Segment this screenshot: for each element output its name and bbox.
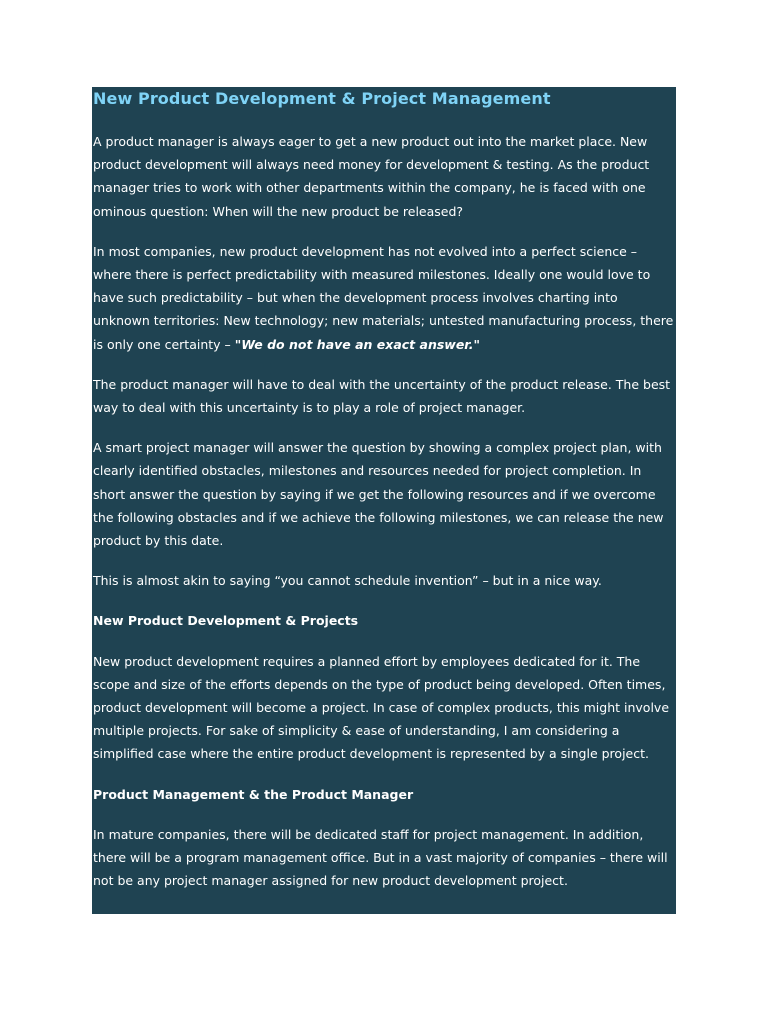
section-heading-product-management: Product Management & the Product Manager <box>93 786 414 802</box>
paragraph-intro: A product manager is always eager to get a new product out into the market place. New product development will always need money for development & testing. As the product manager tries to work with other departments within the company, he is faced with one ominous question: When will the new product be released? <box>93 134 650 219</box>
spacer <box>93 806 675 823</box>
paragraph-schedule-invention: This is almost akin to saying “you cannot schedule invention” – but in a nice way. <box>93 573 602 589</box>
spacer <box>93 419 675 436</box>
quote-exact-answer: "We do not have an exact answer." <box>234 336 480 352</box>
paragraph-npd-effort: New product development requires a planned effort by employees dedicated for it. The scope and size of the efforts depends on the type of product being developed. Often times, product development will become a project. In case of complex products, this might involve multiple projects. For sake of simplicity & ease of understanding, I am considering a simplified case where the entire product development is represented by a single project. <box>93 653 670 762</box>
spacer <box>93 592 675 609</box>
article-title: New Product Development & Project Management <box>93 89 551 108</box>
paragraph-uncertainty <box>93 240 675 356</box>
paragraph-mature-companies: In mature companies, there will be dedicated staff for project management. In addition, there will be a program management office. But in a vast majority of companies – there will not be any project manager assigned for new product development project. <box>93 826 668 889</box>
spacer <box>93 109 675 130</box>
paragraph-uncertainty-text: In most companies, new product development has not evolved into a perfect science – where there is perfect predictability with measured milestones. Ideally one would love to have such predictability – but when the development process involves charting into unknown territories: New technology; new materials; untested manufacturing process, there is only one certainty – <box>93 243 674 352</box>
spacer <box>93 552 675 569</box>
article-panel <box>92 87 676 914</box>
paragraph-smart-pm: A smart project manager will answer the question by showing a complex project plan, with clearly identified obstacles, milestones and resources needed for project completion. In short answer the question by saying if we get the following resources and if we overcome the following obstacles and if we achieve the following milestones, we can release the new product by this date. <box>93 440 664 549</box>
spacer <box>93 766 675 783</box>
spacer <box>93 356 675 373</box>
section-heading-npd-projects: New Product Development & Projects <box>93 613 359 629</box>
spacer <box>93 633 675 650</box>
paragraph-deal-uncertainty: The product manager will have to deal with the uncertainty of the product release. The best way to deal with this uncertainty is to play a role of project manager. <box>93 376 671 416</box>
spacer <box>93 223 675 240</box>
